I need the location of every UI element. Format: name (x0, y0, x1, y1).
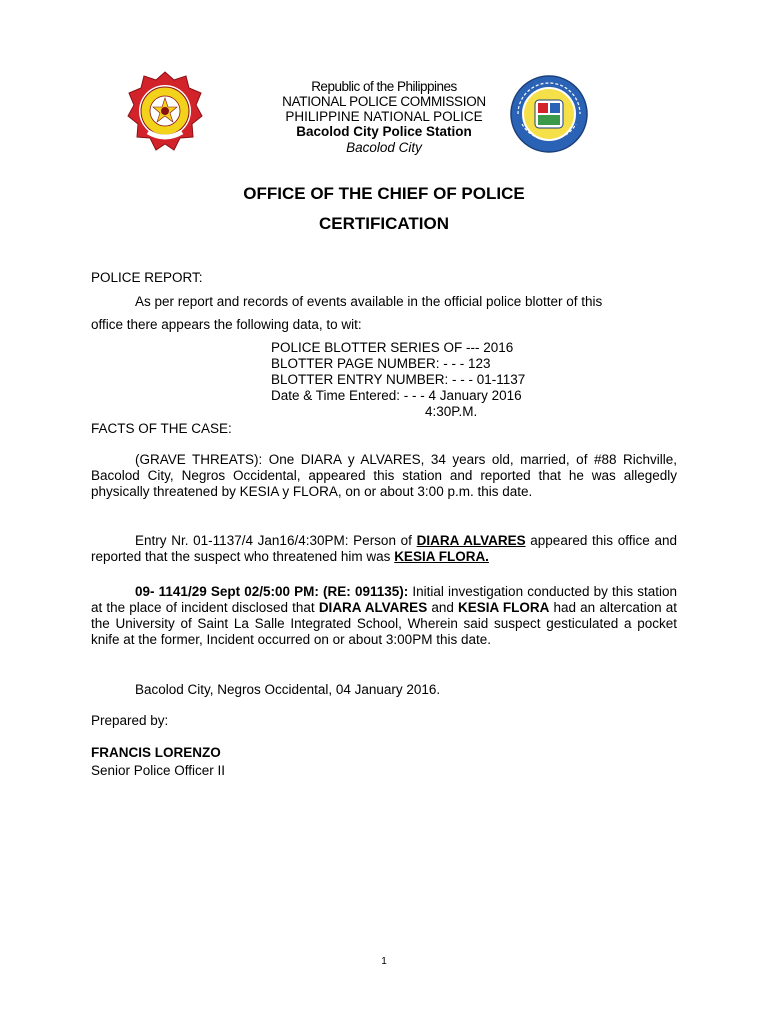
report-intro-line1: As per report and records of events available in the official police blotter of this (135, 294, 603, 309)
prepared-by-label: Prepared by: (91, 713, 169, 728)
pnp-seal-logo (126, 70, 204, 156)
page-number: 1 (381, 956, 387, 967)
facts-label: FACTS OF THE CASE: (91, 421, 232, 436)
place-and-date: Bacolod City, Negros Occidental, 04 January 2016. (135, 682, 441, 697)
suspect-name: KESIA FLORA. (394, 549, 489, 564)
officer-rank: Senior Police Officer II (91, 763, 226, 778)
police-report-label: POLICE REPORT: (91, 270, 203, 285)
header-city: Bacolod City (346, 140, 422, 155)
header-republic: Republic of the Philippines (311, 79, 457, 94)
header-station: Bacolod City Police Station (296, 124, 472, 139)
time-entered: 4:30P.M. (425, 404, 478, 419)
certification-title: CERTIFICATION (318, 214, 449, 233)
investigation-and: and (427, 600, 458, 615)
officer-name: FRANCIS LORENZO (91, 745, 221, 760)
investigation-name-1: DIARA ALVARES (318, 600, 428, 615)
investigation-text-b: had an altercation at the University of Saint La Salle Integrated School, Wherein said suspect gesticulated a pocket knife at the former, Incident occurred on or about 3:00PM this date. (91, 600, 678, 647)
investigation-heading: 09- 1141/29 Sept 02/5:00 PM: (RE: 091135): (135, 584, 409, 599)
investigation-name-2: KESIA FLORA (458, 600, 550, 615)
header-pnp: PHILIPPINE NATIONAL POLICE (285, 109, 483, 124)
facts-paragraph-2 (91, 533, 677, 565)
entry-text-b: appeared this office and reported that the suspect who threatened him was (91, 533, 677, 564)
office-title: OFFICE OF THE CHIEF OF POLICE (243, 184, 525, 203)
blotter-page-number: BLOTTER PAGE NUMBER: - - - 123 (271, 356, 491, 371)
facts-paragraph-3 (91, 584, 677, 648)
header-napolcom: NATIONAL POLICE COMMISSION (282, 94, 486, 109)
blotter-entry-number: BLOTTER ENTRY NUMBER: - - - 01-1137 (271, 372, 526, 387)
complainant-name: DIARA ALVARES (416, 533, 526, 548)
grave-threats-text: (GRAVE THREATS): One DIARA y ALVARES, 34 years old, married, of #88 Richville, Bacolod City, Negros Occidental, appeared this station and reported that he was allegedly physically threatened by KESIA y FLORA, on or about 3:00 p.m. this date. (91, 452, 677, 499)
facts-paragraph-1 (91, 452, 677, 500)
entry-text-a: Entry Nr. 01-1137/4 Jan16/4:30PM: Person of (135, 533, 417, 548)
blotter-series: POLICE BLOTTER SERIES OF --- 2016 (271, 340, 514, 355)
date-time-entered: Date & Time Entered: - - - 4 January 2016 (271, 388, 522, 403)
investigation-text-a: Initial investigation conducted by this station at the place of incident disclosed that (91, 584, 677, 615)
report-intro-line2: office there appears the following data, to wit: (91, 317, 362, 332)
